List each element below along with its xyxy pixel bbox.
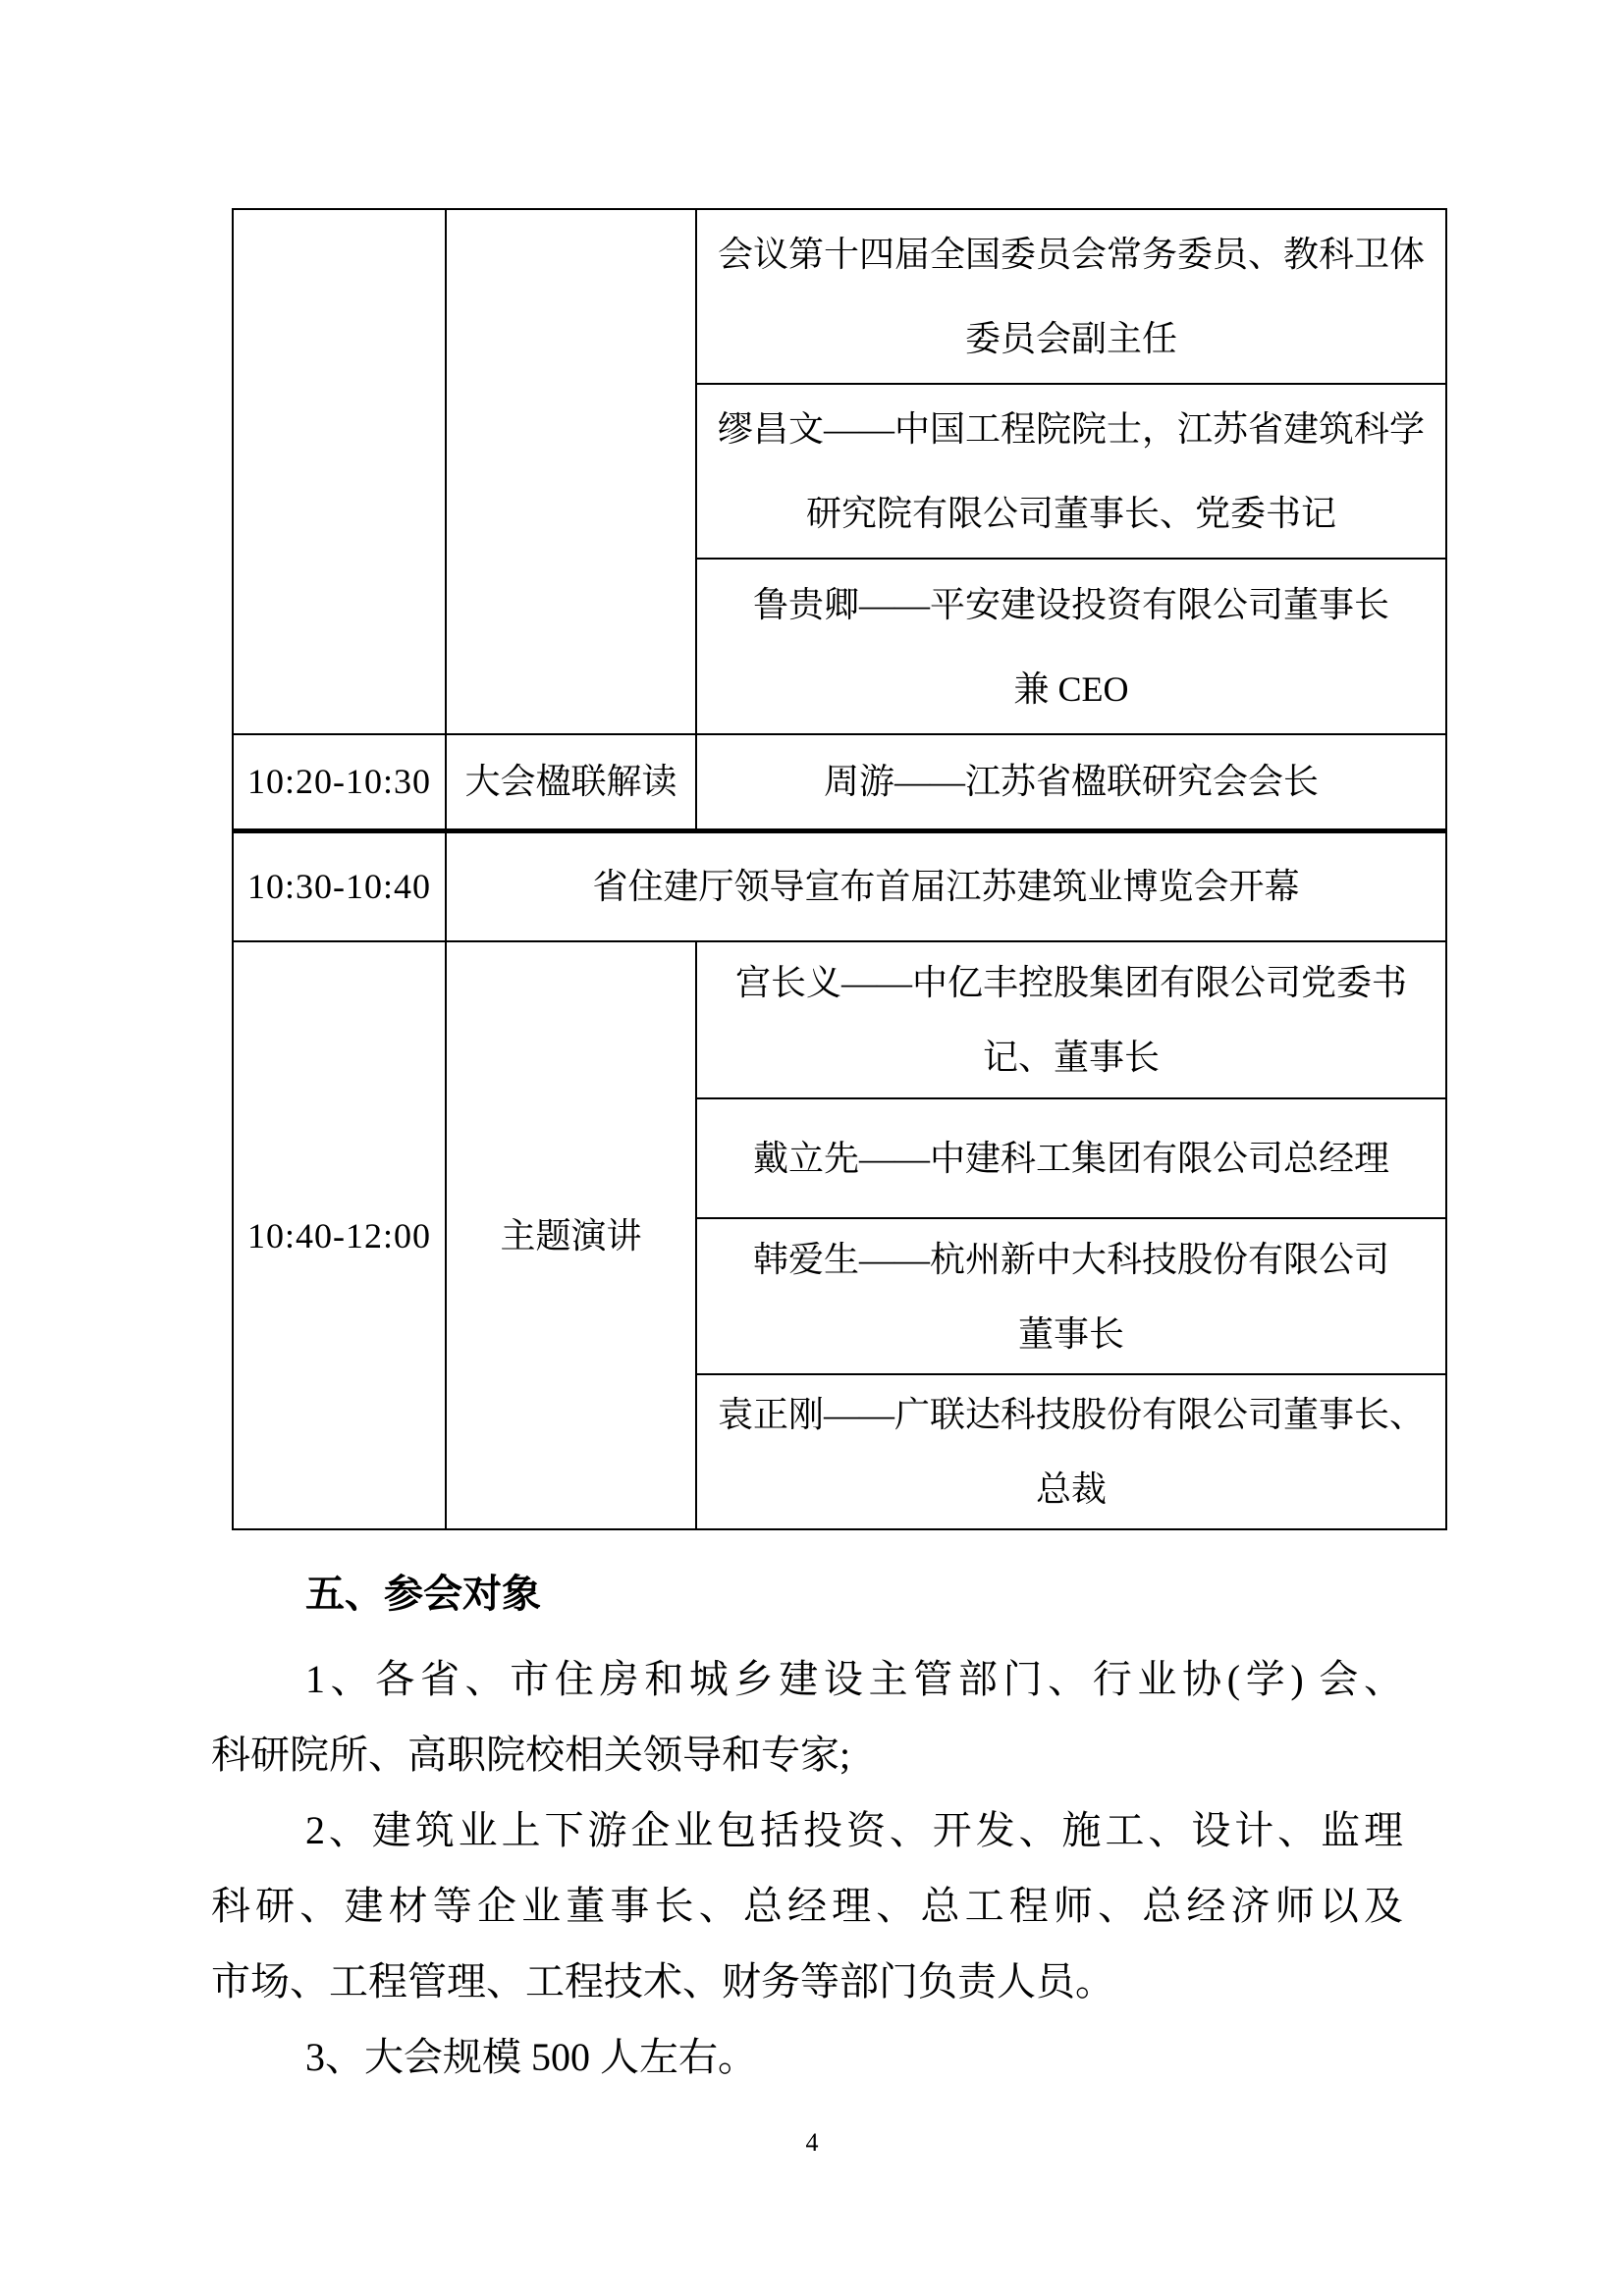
content-line: 会议第十四届全国委员会常务委员、教科卫体 [717,235,1425,274]
table-row [233,941,1446,1098]
content-cell [696,1098,1446,1218]
time-cell [233,941,446,1529]
topic-label: 大会楹联解读 [464,762,677,802]
time-label: 10:30-10:40 [247,867,431,907]
page-number: 4 [805,2128,819,2157]
content-line: 周游——江苏省楹联研究会会长 [823,762,1319,802]
time-cell [233,830,446,941]
content-line: 缪昌文——中国工程院院士，江苏省建筑科学 [717,409,1425,449]
topic-label: 主题演讲 [500,1215,642,1255]
content-line: 董事长 [1017,1313,1124,1354]
section-heading: 五、参会对象 [305,1573,541,1616]
paragraph [211,1792,1403,2019]
participants-section [211,1567,1403,2095]
content-cell [696,1218,1446,1374]
table-row [233,209,1446,384]
time-label: 10:40-12:00 [247,1215,431,1255]
time-cell [233,734,446,830]
time-label: 10:20-10:30 [247,762,431,802]
content-cell [696,941,1446,1098]
topic-cell-empty [446,209,696,734]
content-line: 省住建厅领导宣布首届江苏建筑业博览会开幕 [592,867,1300,907]
body-line: 3、大会规模 500 人左右。 [305,2035,757,2079]
topic-cell [446,941,696,1529]
content-line: 总裁 [1035,1469,1107,1509]
time-cell-empty [233,209,446,734]
content-line: 记、董事长 [982,1038,1160,1077]
content-line: 戴立先——中建科工集团有限公司总经理 [752,1139,1389,1178]
body-line: 2、建筑业上下游企业包括投资、开发、施工、设计、监理 [305,1808,1403,1852]
content-line: 袁正刚——广联达科技股份有限公司董事长、 [717,1395,1425,1434]
content-line: 研究院有限公司董事长、党委书记 [805,494,1336,533]
table-row [233,734,1446,830]
body-line: 科研、建材等企业董事长、总经理、总工程师、总经济师以及 [211,1884,1403,1928]
content-cell [696,1374,1446,1529]
paragraph [211,2019,1403,2095]
body-line: 市场、工程管理、工程技术、财务等部门负责人员。 [211,1959,1114,2003]
content-cell [696,384,1446,559]
content-line: 兼 CEO [1013,668,1129,709]
content-cell [696,559,1446,734]
content-line: 鲁贵卿——平安建设投资有限公司董事长 [752,584,1389,624]
body-line: 科研院所、高职院校相关领导和专家; [211,1733,851,1777]
paragraph [211,1641,1403,1792]
content-cell [696,209,1446,384]
body-line: 1、各省、市住房和城乡建设主管部门、行业协(学) 会、 [305,1657,1403,1701]
agenda-table [232,208,1447,1530]
topic-cell [446,734,696,830]
content-line: 韩爱生——杭州新中大科技股份有限公司 [752,1239,1389,1279]
table-row [233,830,1446,941]
content-cell-merged [446,830,1446,941]
content-line: 宫长义——中亿丰控股集团有限公司党委书 [734,963,1407,1002]
content-cell [696,734,1446,830]
content-line: 委员会副主任 [964,319,1177,358]
